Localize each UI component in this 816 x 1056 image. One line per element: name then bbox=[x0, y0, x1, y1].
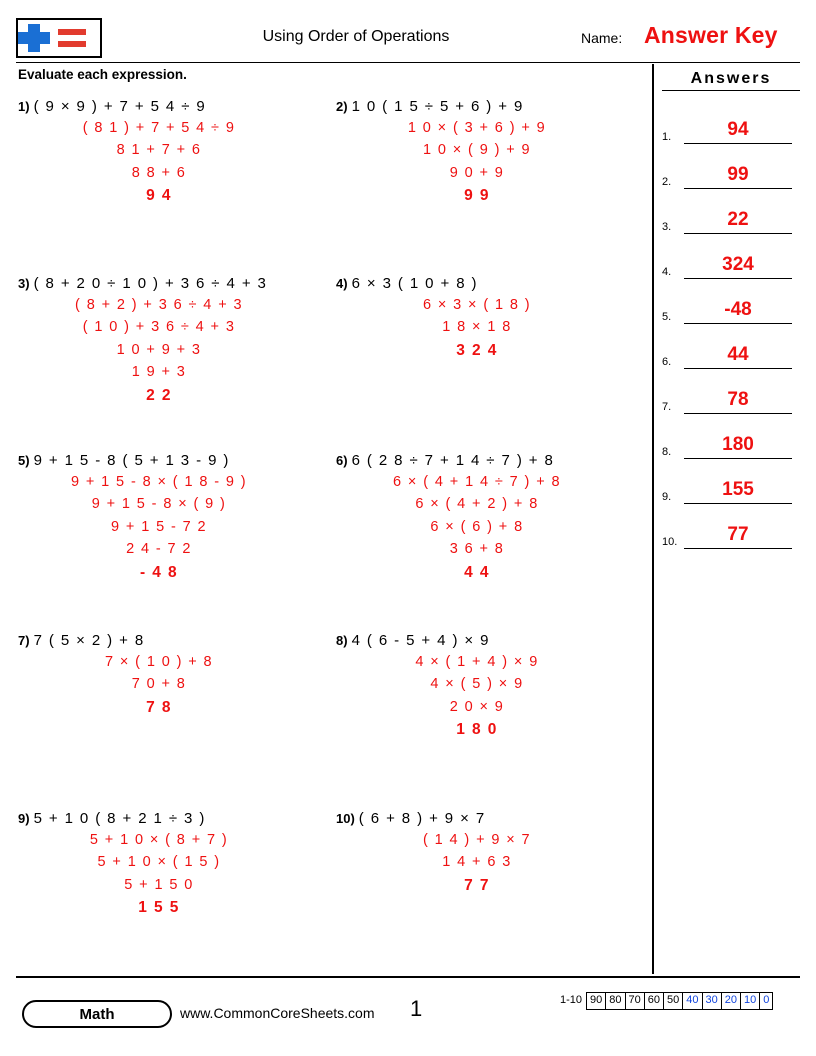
problem-number: 2) bbox=[336, 99, 348, 114]
solution-step: 6 × ( 4 + 2 ) + 8 bbox=[415, 496, 539, 513]
problem-expression: ( 9 × 9 ) + 7 + 5 4 ÷ 9 bbox=[33, 98, 207, 115]
problem-expression: ( 8 + 2 0 ÷ 1 0 ) + 3 6 ÷ 4 + 3 bbox=[33, 275, 268, 292]
answer-row bbox=[662, 460, 792, 504]
solution-steps bbox=[336, 471, 636, 585]
answer-number: 5. bbox=[662, 311, 672, 323]
answer-number: 1. bbox=[662, 131, 672, 143]
name-label: Name: bbox=[581, 30, 623, 46]
answer-line bbox=[684, 323, 792, 324]
solution-step: 1 9 + 3 bbox=[131, 364, 187, 381]
grading-scale-cell: 10 bbox=[740, 992, 759, 1010]
problem-statement bbox=[336, 632, 636, 649]
answer-row bbox=[662, 145, 792, 189]
problem-number: 5) bbox=[18, 453, 30, 468]
problem-statement bbox=[336, 810, 636, 827]
answer-row bbox=[662, 235, 792, 279]
problem-item bbox=[336, 275, 636, 363]
solution-step: 1 0 × ( 3 + 6 ) + 9 bbox=[407, 120, 547, 136]
solution-step: 1 4 + 6 3 bbox=[442, 854, 512, 871]
answer-line bbox=[684, 143, 792, 144]
answer-row bbox=[662, 505, 792, 549]
problem-item bbox=[18, 810, 318, 920]
grading-scale bbox=[560, 992, 773, 1010]
solution-step-final: 9 9 bbox=[464, 187, 490, 205]
solution-step: 2 4 - 7 2 bbox=[126, 541, 192, 558]
solution-step: 3 6 + 8 bbox=[449, 541, 505, 558]
answer-number: 3. bbox=[662, 221, 672, 233]
problem-item bbox=[18, 632, 318, 720]
answer-line bbox=[684, 503, 792, 504]
solution-step: 1 8 × 1 8 bbox=[442, 319, 512, 336]
solution-steps bbox=[18, 471, 318, 585]
problem-statement bbox=[336, 452, 636, 469]
solution-step: ( 1 0 ) + 3 6 ÷ 4 + 3 bbox=[82, 319, 236, 336]
grading-scale-cell: 30 bbox=[702, 992, 721, 1010]
grading-scale-cell: 0 bbox=[759, 992, 773, 1010]
solution-step: 5 + 1 0 × ( 1 5 ) bbox=[97, 854, 221, 871]
problem-item bbox=[336, 632, 636, 742]
solution-step-final: 7 7 bbox=[464, 876, 490, 894]
problem-statement bbox=[336, 275, 636, 292]
commoncoresheets-logo bbox=[16, 18, 102, 58]
problem-expression: 6 × 3 ( 1 0 + 8 ) bbox=[351, 275, 478, 292]
solution-step: 4 × ( 5 ) × 9 bbox=[430, 676, 524, 693]
answer-number: 9. bbox=[662, 491, 672, 503]
answer-row bbox=[662, 280, 792, 324]
answer-row bbox=[662, 100, 792, 144]
answer-value: 94 bbox=[727, 119, 749, 140]
solution-step-final: 4 4 bbox=[464, 563, 490, 581]
answer-line bbox=[684, 233, 792, 234]
answer-line bbox=[684, 368, 792, 369]
problem-expression: ( 6 + 8 ) + 9 × 7 bbox=[358, 810, 486, 827]
grading-scale-cell: 90 bbox=[586, 992, 605, 1010]
solution-step: 7 × ( 1 0 ) + 8 bbox=[104, 654, 214, 670]
problem-statement bbox=[18, 98, 318, 115]
answer-value: 78 bbox=[727, 389, 749, 410]
answer-line bbox=[684, 278, 792, 279]
solution-step-final: 2 2 bbox=[146, 386, 172, 404]
problem-statement bbox=[18, 452, 318, 469]
answers-heading: Answers bbox=[662, 70, 800, 91]
problem-item bbox=[18, 452, 318, 585]
problem-statement bbox=[18, 632, 318, 649]
solution-step-final: - 4 8 bbox=[139, 563, 178, 581]
header-divider bbox=[16, 62, 800, 63]
answer-line bbox=[684, 413, 792, 414]
solution-steps bbox=[18, 651, 318, 720]
answer-value: 99 bbox=[727, 164, 749, 185]
answer-number: 8. bbox=[662, 446, 672, 458]
answer-value: 180 bbox=[722, 434, 754, 455]
answer-number: 10. bbox=[662, 536, 678, 548]
website-url-text: www.CommonCoreSheets.com bbox=[180, 1005, 375, 1021]
problem-statement bbox=[18, 810, 318, 827]
problem-number: 3) bbox=[18, 276, 30, 291]
grading-scale-cell: 50 bbox=[663, 992, 682, 1010]
answer-value: 77 bbox=[727, 524, 749, 545]
solution-step: 8 8 + 6 bbox=[131, 164, 187, 181]
solution-step-final: 1 5 5 bbox=[138, 899, 180, 917]
instructions-text: Evaluate each expression. bbox=[18, 67, 187, 82]
answer-number: 6. bbox=[662, 356, 672, 368]
answer-line bbox=[684, 548, 792, 549]
problem-item bbox=[18, 98, 318, 208]
solution-step: 9 + 1 5 - 8 × ( 1 8 - 9 ) bbox=[70, 474, 248, 490]
problem-number: 1) bbox=[18, 99, 30, 114]
worksheet-header bbox=[16, 18, 800, 60]
solution-steps bbox=[18, 294, 318, 408]
footer-divider bbox=[16, 976, 800, 978]
answers-column-divider bbox=[652, 64, 654, 974]
answer-value: -48 bbox=[724, 299, 752, 320]
problem-number: 4) bbox=[336, 276, 348, 291]
problem-number: 9) bbox=[18, 811, 30, 826]
problem-expression: 1 0 ( 1 5 ÷ 5 + 6 ) + 9 bbox=[351, 98, 524, 115]
problem-expression: 9 + 1 5 - 8 ( 5 + 1 3 - 9 ) bbox=[33, 452, 230, 469]
solution-step: 6 × ( 4 + 1 4 ÷ 7 ) + 8 bbox=[393, 474, 561, 490]
solution-step: 1 0 × ( 9 ) + 9 bbox=[422, 142, 532, 159]
page-number: 1 bbox=[410, 996, 423, 1021]
grading-scale-cell: 70 bbox=[625, 992, 644, 1010]
solution-step-final: 1 8 0 bbox=[456, 721, 498, 739]
answer-value: 155 bbox=[722, 479, 754, 500]
problem-statement bbox=[18, 275, 318, 292]
grading-scale-cell: 40 bbox=[682, 992, 701, 1010]
problem-number: 8) bbox=[336, 633, 348, 648]
answer-number: 4. bbox=[662, 266, 672, 278]
solution-step: 4 × ( 1 + 4 ) × 9 bbox=[415, 654, 539, 670]
math-symbols-logo-icon bbox=[18, 20, 100, 56]
solution-step: 7 0 + 8 bbox=[131, 676, 187, 693]
answer-line bbox=[684, 458, 792, 459]
problem-item bbox=[336, 810, 636, 898]
solution-step: 9 0 + 9 bbox=[449, 164, 505, 181]
solution-step: 1 0 + 9 + 3 bbox=[116, 341, 202, 358]
problem-item bbox=[18, 275, 318, 408]
answer-key-badge: Answer Key bbox=[644, 22, 778, 48]
grading-scale-cell: 80 bbox=[605, 992, 624, 1010]
problem-number: 10) bbox=[336, 811, 355, 826]
answer-row bbox=[662, 190, 792, 234]
answer-value: 44 bbox=[727, 344, 749, 365]
answer-row bbox=[662, 325, 792, 369]
problem-item bbox=[336, 452, 636, 585]
answer-value: 324 bbox=[722, 254, 754, 275]
solution-step: ( 8 + 2 ) + 3 6 ÷ 4 + 3 bbox=[75, 297, 243, 313]
solution-step: 5 + 1 5 0 bbox=[124, 876, 194, 893]
solution-steps bbox=[336, 651, 636, 742]
solution-step: 9 + 1 5 - 7 2 bbox=[111, 518, 207, 535]
solution-steps bbox=[336, 829, 636, 898]
solution-step: ( 1 4 ) + 9 × 7 bbox=[422, 832, 532, 848]
answer-number: 2. bbox=[662, 176, 672, 188]
problem-expression: 7 ( 5 × 2 ) + 8 bbox=[33, 632, 145, 649]
solution-steps bbox=[18, 117, 318, 208]
page-title: Using Order of Operations bbox=[262, 28, 450, 45]
solution-step: 9 + 1 5 - 8 × ( 9 ) bbox=[91, 496, 227, 513]
problem-expression: 5 + 1 0 ( 8 + 2 1 ÷ 3 ) bbox=[33, 810, 206, 827]
answer-row bbox=[662, 415, 792, 459]
problem-expression: 4 ( 6 - 5 + 4 ) × 9 bbox=[351, 632, 490, 649]
problem-number: 7) bbox=[18, 633, 30, 648]
solution-step-final: 3 2 4 bbox=[456, 341, 498, 359]
answer-row bbox=[662, 370, 792, 414]
solution-step: 2 0 × 9 bbox=[449, 698, 505, 715]
problem-expression: 6 ( 2 8 ÷ 7 + 1 4 ÷ 7 ) + 8 bbox=[351, 452, 555, 469]
solution-step: 6 × ( 6 ) + 8 bbox=[430, 518, 524, 535]
website-url bbox=[180, 1005, 375, 1021]
grading-scale-cell: 60 bbox=[644, 992, 663, 1010]
grading-scale-label: 1-10 bbox=[560, 994, 583, 1006]
solution-step: 5 + 1 0 × ( 8 + 7 ) bbox=[89, 832, 229, 848]
grading-scale-cell: 20 bbox=[721, 992, 740, 1010]
solution-steps bbox=[18, 829, 318, 920]
problem-number: 6) bbox=[336, 453, 348, 468]
solution-step-final: 7 8 bbox=[146, 698, 172, 716]
solution-step-final: 9 4 bbox=[146, 187, 172, 205]
solution-step: 8 1 + 7 + 6 bbox=[116, 142, 202, 159]
solution-step: 6 × 3 × ( 1 8 ) bbox=[422, 297, 532, 313]
solution-step: ( 8 1 ) + 7 + 5 4 ÷ 9 bbox=[82, 120, 236, 136]
solution-steps bbox=[336, 117, 636, 208]
problem-item bbox=[336, 98, 636, 208]
problem-statement bbox=[336, 98, 636, 115]
subject-badge: Math bbox=[22, 1000, 172, 1028]
solution-steps bbox=[336, 294, 636, 363]
answer-line bbox=[684, 188, 792, 189]
answer-number: 7. bbox=[662, 401, 672, 413]
answer-value: 22 bbox=[727, 209, 749, 230]
